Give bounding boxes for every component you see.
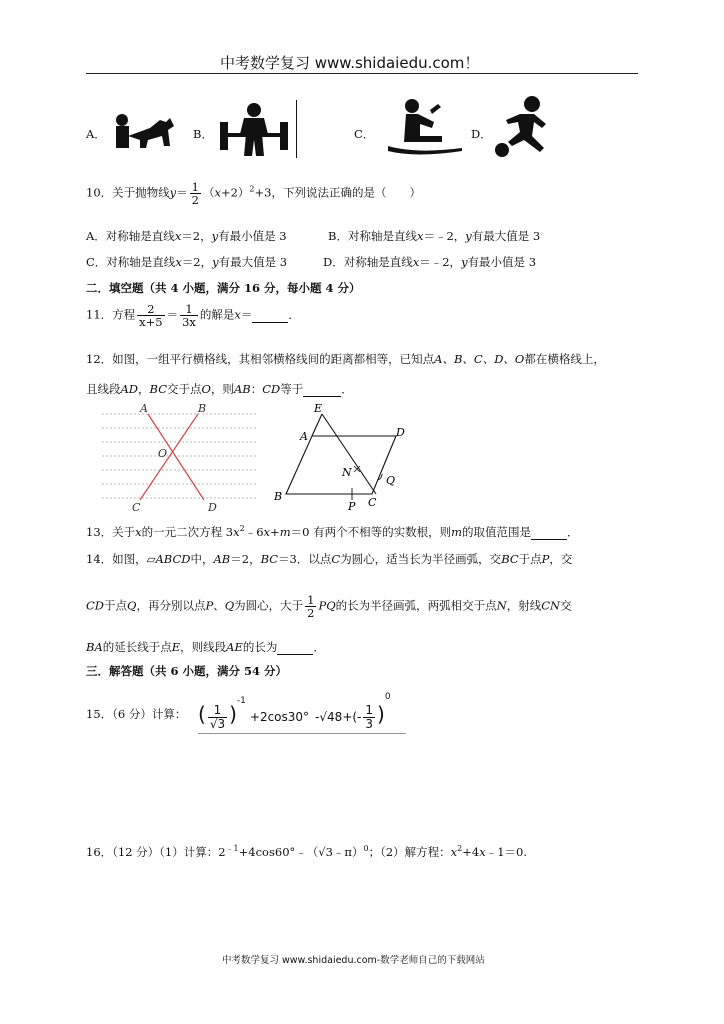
q12-o: O [201,382,211,396]
q10-opt-b-r: ＝﹣2， [423,229,466,243]
q10-paren: （ [202,185,215,200]
q10-opt-a-x: x [174,229,182,243]
q14-l2a: 于点 [104,598,128,613]
q12-ad: AD [120,382,139,396]
q10-opt-b-r2: 有最大值是 3 [471,229,541,243]
q16-stem [86,843,527,860]
q10-var-x: x [214,185,221,200]
q10-stem [86,181,421,206]
q14-l2e: ，射线 [506,598,542,613]
q16-c: ﹣π） [332,844,364,859]
q10-tail2: +3，下列说法正确的是（ ） [254,185,421,200]
section-2-title: 二．填空题（共 4 小题，满分 16 分，每小题 4 分） [86,281,361,295]
parallelogram-abcd [286,436,396,494]
q11-stem [86,303,300,328]
q15-prefix: 15．（6 分）计算： [86,707,187,721]
q13-sq: 2 [239,524,245,534]
label-n: N [342,466,352,479]
q10-opt-c-r: ＝2， [181,255,213,269]
q9-option-d-label: D． [471,127,492,141]
q14-l2c: 为圆心，大于 [234,598,304,613]
label-e: E [314,402,323,415]
q9-divider [296,100,297,158]
q11-fraction-1 [137,303,164,328]
q12-points: A、B、C、D、O [434,352,525,366]
segment-ad [148,414,204,500]
label-d: D [208,501,217,514]
q12-bc: BC [149,382,167,396]
q14-answer-blank[interactable] [277,640,313,655]
q16-a: 16．（12 分）（1）计算：2 [86,844,226,859]
label-b: B [198,402,207,415]
q12-cd: CD [262,382,281,396]
q11-mid: 的解是 [199,307,235,322]
q15-fraction-1 [208,704,227,730]
q13-x3: x [263,525,271,539]
q14-line-1 [86,551,572,567]
q14-e: E [171,640,181,654]
q14-f-den: 2 [307,606,315,621]
q12-l2d: 等于 [280,382,304,396]
q14-l2b: ，再分别以点 [136,598,206,613]
q15-f-den: √3 [209,717,226,731]
q12-end: ． [341,382,353,396]
q13-f: 的取值范围是 [461,525,531,539]
q11-f2-den: 3x [182,315,196,330]
section-3-title: 三．解答题（共 6 小题，满分 54 分） [86,664,288,678]
q11-fraction-2 [180,303,198,328]
q14-l1b: 中， [190,552,214,566]
q14-l2d: 的长为半径画弧，两弧相交于点 [335,598,497,613]
q15-expression [198,692,391,731]
q16-d: ；（2）解方程： [368,844,451,859]
q16-f: ﹣1＝0. [485,844,527,859]
line-ea [312,414,322,436]
q12-figure-parallel-lines [98,402,258,514]
q14-l3c: 的长为 [242,640,278,654]
q14-ab: AB [213,552,231,566]
label-o: O [158,447,168,460]
q15-rparen-2: ) [377,702,385,726]
q11-answer-blank[interactable] [252,308,288,323]
q13-c: ﹣6 [244,525,264,539]
q15-exp-0: 0 [384,692,391,702]
q10-opt-d-r2: 有最小值是 3 [467,255,537,269]
q14-q: Q [127,598,137,613]
q14-fraction [305,594,316,619]
q16-b: +4cos60°﹣（ [238,844,319,859]
q12-line-1 [86,351,605,367]
q15-underline [198,733,406,734]
q10-opt-b-x: x [416,229,424,243]
q14-abcd: ABCD [155,552,191,566]
q16-e: +4 [462,844,480,859]
q10-opt-a-r2: 有最小值是 3 [218,229,287,243]
q14-ba: BA [86,640,103,654]
q14-l3a: 的延长线于点 [102,640,172,654]
q10-var-y: y [169,185,177,200]
q16-exp0: 0 [363,844,369,853]
q13-b: 的一元二次方程 3 [141,525,234,539]
q10-opt-c-y: y [212,255,219,269]
q14-l1c: ＝2， [230,552,261,566]
q15-sqrt48: √48 [319,710,343,724]
q16-sqrt: √3 [318,844,333,859]
q10-opt-a-text: A．对称轴是直线 [86,229,175,243]
q14-l1g: ，交 [549,552,573,566]
q10-opt-c-text: C．对称轴是直线 [86,255,176,269]
page-footer: 中考数学复习 www.shidaiedu.com-数学老师自己的下载网站 [222,955,485,966]
q12-line-2 [86,381,353,397]
q10-opt-c-x: x [175,255,182,269]
q9-option-a-label: A． [86,127,106,141]
weightlifting-pictogram-icon [216,100,292,158]
q10-eq: ＝ [176,185,188,200]
q10-tail: +2） [220,185,250,200]
q10-opt-b-text: B．对称轴是直线 [328,229,417,243]
label-b: B [274,490,283,503]
q11-f2-num: 1 [180,303,198,316]
q11-f1-num: 2 [137,303,164,316]
q14-l1e: 为圆心，适当长为半径画弧，交 [340,552,502,566]
q11-x: x [234,307,241,322]
football-pictogram-icon [490,94,554,160]
q11-eq: ＝ [166,307,179,322]
q10-opt-b-y: y [465,229,472,243]
q15-rparen: ) [229,702,237,726]
q16-x: x [450,844,458,859]
q9-option-c-label: C． [354,127,375,141]
q12-l2a: 且线段 [86,382,121,396]
q16-sq: 2 [457,844,463,853]
q12-l2b: 交于点 [167,382,202,396]
q14-line-3 [86,639,325,655]
q10-opt-a-y: y [211,229,219,243]
q14-line-2 [86,594,572,619]
q10-opt-d-y: y [461,255,468,269]
label-q: Q [386,474,396,487]
q15-f2-den: 3 [365,717,374,731]
q10-prefix: 10．关于抛物线 [86,185,170,200]
q11-prefix: 11．方程 [86,307,136,322]
q13-a: 13．关于 [86,525,136,539]
q14-c: C [331,552,341,566]
q14-cd: CD [86,598,105,613]
q14-l1f: 于点 [518,552,542,566]
q14-l3b: ，则线段 [180,640,227,654]
q12-l2c: ，则 [210,382,234,396]
q14-n: N [496,598,507,613]
q13-d: + [270,525,280,539]
q14-l1a: 14．如图，▱ [86,552,156,566]
q13-x: x [135,525,142,539]
q10-opt-c-r2: 有最大值是 3 [218,255,288,269]
q10-exp: 2 [249,184,255,194]
q16-x2: x [479,844,486,859]
q14-q2: Q [224,598,235,613]
q10-opt-d-x: x [412,255,420,269]
q15-fraction-2 [363,704,375,730]
label-a: A [300,430,308,443]
q14-dun: 、 [213,598,225,613]
q13-stem [86,524,578,540]
q10-opt-a-r: ＝2， [181,229,212,243]
q10-frac-den: 2 [191,193,199,208]
q13-end: ． [566,525,579,539]
label-d: D [396,426,405,439]
q12-answer-blank[interactable] [303,382,341,397]
label-c: C [132,501,141,514]
q12-line1b: 都在横格线上， [524,352,605,366]
q10-opt-d-r: ＝﹣2， [419,255,462,269]
header-rule [86,73,638,74]
q14-ae: AE [226,640,243,654]
q11-end: ． [288,307,300,322]
q12-ab: AB [233,382,251,396]
q14-pq: PQ [318,598,336,613]
q15-mid: +2cos30° [249,710,310,724]
q14-l1d: ＝3．以点 [278,552,332,566]
q13-x2: x [233,525,240,539]
rowing-pictogram-icon [386,96,464,158]
q15-lparen: ( [198,702,206,726]
ray-ce [322,414,376,494]
page-header-title: 中考数学复习 www.shidaiedu.com！ [220,54,480,72]
label-a: A [140,402,148,415]
segment-bc [140,414,198,500]
q9-option-b-label: B． [193,127,213,141]
q14-f-num: 1 [307,593,315,607]
q13-m: m [279,525,291,539]
q15-f2-num: 1 [365,703,374,718]
q14-l2f: 交 [560,598,572,613]
q10-frac-num: 1 [191,180,199,194]
q10-opt-d-text: D．对称轴是直线 [323,255,413,269]
dog-walking-pictogram-icon [110,106,182,158]
q13-e: ＝0 有两个不相等的实数根，则 [290,525,452,539]
q10-option-d [323,254,536,270]
q10-option-a [86,228,287,244]
q14-p2: P [205,598,214,613]
q12-comma: ， [138,382,150,396]
q11-eq2: ＝ [240,307,253,322]
q14-bc: BC [260,552,279,566]
q14-end: ． [313,640,325,654]
q14-p: P [541,552,550,566]
q15-exp-neg1: -1 [236,696,246,706]
q16-exp: ﹣1 [225,844,239,853]
q12-line1-text: 12．如图，一组平行横格线，其相邻横格线间的距离都相等，已知点 [86,352,435,366]
q15-minus: - [315,710,320,724]
q15-plus: +(- [342,710,362,724]
q14-figure-parallelogram [268,400,416,512]
q13-m2: m [451,525,462,539]
q10-option-c [86,254,287,270]
q10-fraction [190,181,201,206]
q13-answer-blank[interactable] [531,525,567,540]
label-p: P [348,500,356,512]
label-c: C [368,496,377,509]
q15-f-num: 1 [208,704,227,718]
q14-bc2: BC [501,552,519,566]
q14-cn: CN [541,598,561,613]
q11-f1-den: x+5 [139,315,163,330]
q10-option-b [328,228,540,244]
q12-colon: ： [250,382,263,396]
